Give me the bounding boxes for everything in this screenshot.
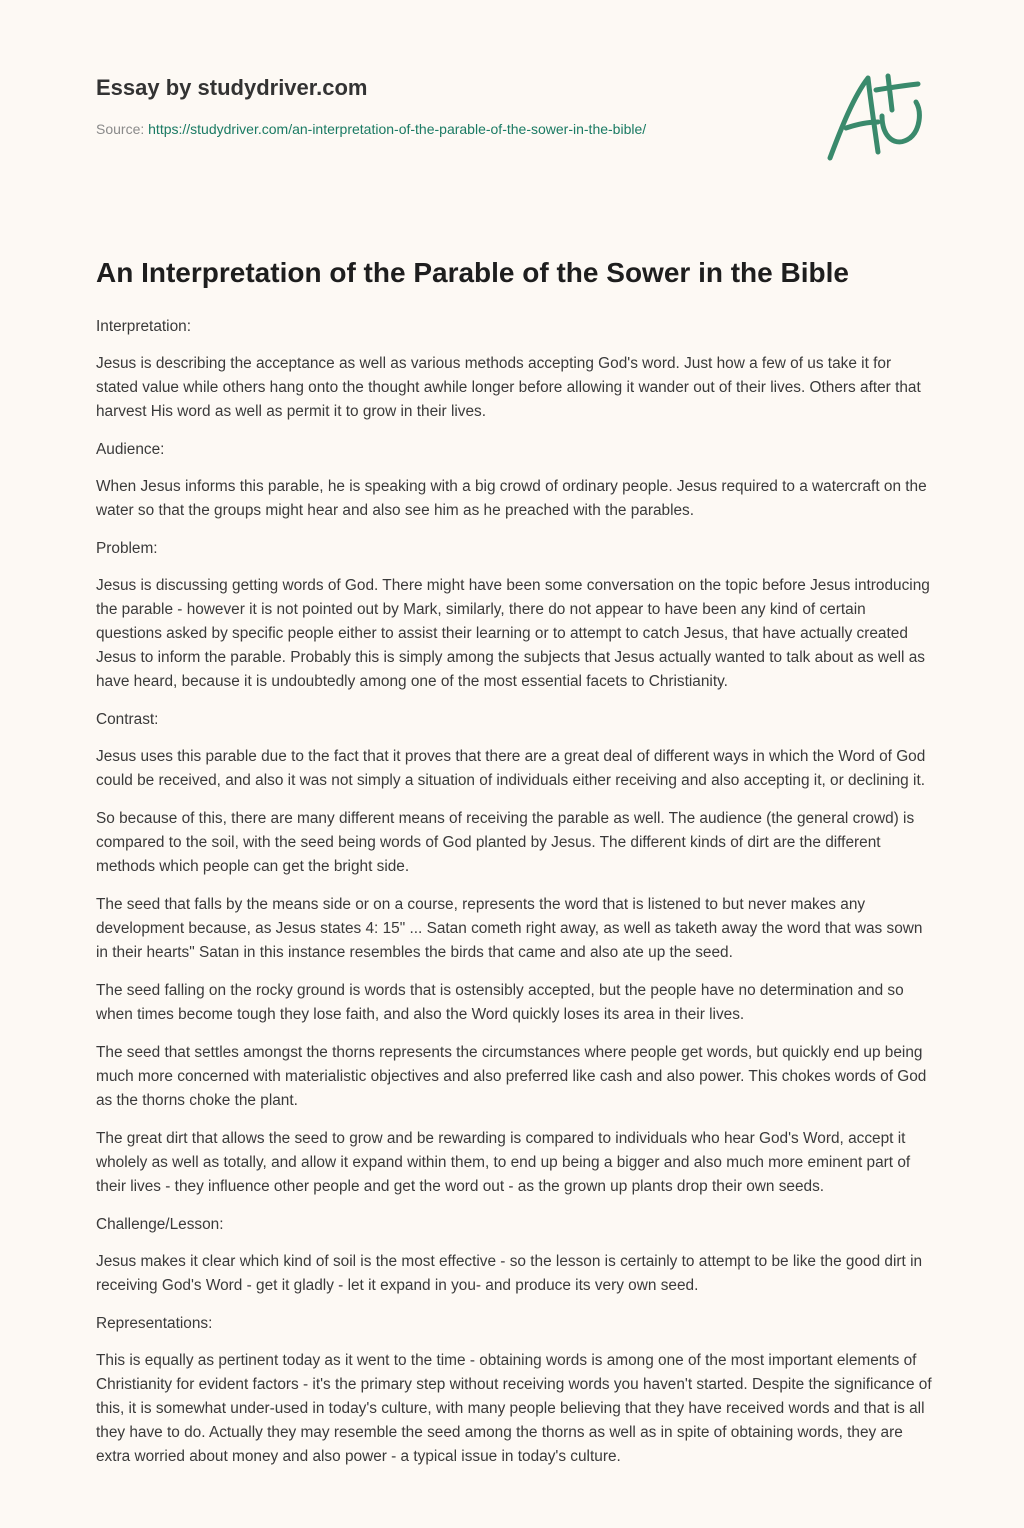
source-line [96,120,796,138]
paragraph: The great dirt that allows the seed to grow and be rewarding is compared to individuals who hear God's Word, accept it wholely as well as totally, and allow it expand within them, to end up being a bigger and also much more eminent part of their lives - they influence other people and get the word out - as the grown up plants drop their own seeds. [96,1130,911,1195]
paragraph: So because of this, there are many different means of receiving the parable as well. The audience (the general crowd) is compared to the soil, with the seed being words of God planted by Jesus. The different kinds of dirt are the different methods which people can get the bright side. [96,810,915,875]
paragraph: The seed that falls by the means side or on a course, represents the word that is listened to but never makes any development because, as Jesus states 4: 15" ... Satan cometh right away, as well as taketh away the word that was sown in their hearts" Satan in this instance resembles the birds that came and also ate up the seed. [96,896,923,961]
section-label: Problem: [96,540,158,557]
section-label: Challenge/Lesson: [96,1216,224,1233]
paragraph: When Jesus informs this parable, he is speaking with a big crowd of ordinary people. Jesus required to a watercraft on the water so that the groups might hear and also see him as he preached with the parables. [96,478,927,519]
source-link[interactable]: https://studydriver.com/an-interpretation-of-the-parable-of-the-sower-in-the-bible/ [148,121,647,137]
source-label: Source: [96,121,145,137]
paragraph: Jesus uses this parable due to the fact that it proves that there are a great deal of different ways in which the Word of God could be received, and also it was not simply a situation of individuals either receiving and also accepting it, or declining it. [96,748,926,789]
paragraph: Jesus is describing the acceptance as well as various methods accepting God's word. Just how a few of us take it for stated value while others hang onto the thought awhile longer before allowing it wander out of their lives. Others after that harvest His word as well as permit it to grow in their lives. [96,355,921,420]
section-label: Interpretation: [96,318,191,335]
site-title: Essay by studydriver.com [96,75,368,100]
page-header [96,74,796,138]
essay-body [96,315,932,1483]
section-label: Representations: [96,1315,213,1332]
paragraph: The seed falling on the rocky ground is words that is ostensibly accepted, but the people have no determination and so when times become tough they lose faith, and also the Word quickly loses its area in their lives. [96,982,904,1023]
paragraph: The seed that settles amongst the thorns represents the circumstances where people get words, but quickly end up being much more concerned with materialistic objectives and also preferred like cash and also power. This chokes words of God as the thorns choke the plant. [96,1044,927,1109]
paragraph: This is equally as pertinent today as it went to the time - obtaining words is among one of the most important elements of Christianity for evident factors - it's the primary step without receiving words you haven't started. Despite the significance of this, it is somewhat under-used in today's culture, with many people believing that they have received words and that is all they have to do. Actually they may resemble the seed among the thorns as well as in spite of obtaining words, they are extra worried about money and also power - a typical issue in today's culture. [96,1352,932,1465]
section-label: Contrast: [96,711,159,728]
section-label: Audience: [96,441,165,458]
a-plus-logo-icon [822,66,932,166]
essay-title: An Interpretation of the Parable of the Sower in the Bible [96,257,849,288]
paragraph: Jesus makes it clear which kind of soil is the most effective - so the lesson is certainly to attempt to be like the good dirt in receiving God's Word - get it gladly - let it expand in you- and produce its very own seed. [96,1253,923,1294]
paragraph: Jesus is discussing getting words of God. There might have been some conversation on the topic before Jesus introducing the parable - however it is not pointed out by Mark, similarly, there do not appear to have been any kind of certain questions asked by specific people either to assist their learning or to attempt to catch Jesus, that have actually created Jesus to inform the parable. Probably this is simply among the subjects that Jesus actually wanted to talk about as well as have heard, because it is undoubtedly among one of the most essential facets to Christianity. [96,577,930,690]
